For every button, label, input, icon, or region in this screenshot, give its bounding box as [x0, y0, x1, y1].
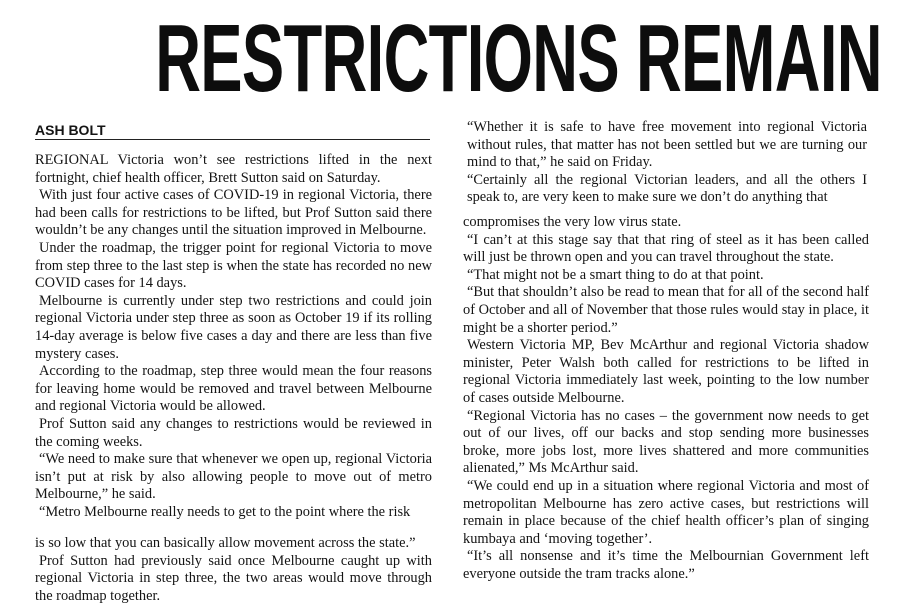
paragraph: Prof Sutton had previously said once Melbourne caught up with regional Victoria in step three, the two areas would move through the roadmap together.: [35, 552, 432, 604]
paragraph: compromises the very low virus state.: [463, 214, 682, 230]
right-column-top: [467, 119, 867, 207]
right-column-bottom: [463, 214, 869, 583]
paragraph: According to the roadmap, step three would mean the four reasons for leaving home would be removed and travel between Melbourne and regional Victoria would be allowed.: [35, 363, 432, 415]
paragraph: Prof Sutton said any changes to restrictions would be reviewed in the coming weeks.: [35, 415, 432, 450]
paragraph: Western Victoria MP, Bev McArthur and regional Victoria shadow minister, Peter Walsh both called for restrictions to be lifted in regional Victoria immediately last week, pointing to the low number of cases outside Melbourne.: [463, 337, 869, 406]
paragraph: “Metro Melbourne really needs to get to the point where the risk: [39, 503, 411, 520]
paragraph: “We could end up in a situation where regional Victoria and most of metropolitan Melbourne has zero active cases, but restrictions will remain in place because of the chief health officer’s plan of singing kumbaya and ‘moving together’.: [463, 477, 869, 547]
paragraph: “It’s all nonsense and it’s time the Melbournian Government left everyone outside the tram tracks alone.”: [463, 548, 869, 582]
paragraph: “We need to make sure that whenever we open up, regional Victoria isn’t put at risk by also allowing people to move out of metro Melbourne,” he said.: [35, 451, 432, 503]
byline: ASH BOLT: [35, 122, 430, 140]
paragraph: “But that shouldn’t also be read to mean that for all of the second half of October and all of November that those rules would stay in place, it might be a shorter period.”: [463, 284, 869, 336]
paragraph: Melbourne is currently under step two restrictions and could join regional Victoria under step three as soon as October 19 if its rolling 14-day average is below five cases a day and there are less than five mystery cases.: [35, 292, 432, 362]
paragraph: is so low that you can basically allow movement across the state.”: [35, 535, 416, 551]
paragraph: REGIONAL Victoria won’t see restrictions lifted in the next fortnight, chief health officer, Brett Sutton said on Saturday.: [35, 152, 432, 186]
paragraph: Under the roadmap, the trigger point for regional Victoria to move from step three to the last step is when the state has recorded no new COVID cases for 14 days.: [35, 239, 432, 292]
left-column-bottom: [35, 535, 432, 605]
paragraph: “Certainly all the regional Victorian leaders, and all the others I speak to, are very keen to make sure we don’t do anything that: [467, 171, 867, 206]
paragraph: “I can’t at this stage say that that ring of steel as it has been called will just be thrown open and you can travel throughout the state.: [463, 231, 869, 266]
paragraph: “Regional Victoria has no cases – the government now needs to get out of our lives, off our backs and stop sending more businesses broke, more jobs lost, more lives shattered and more communities alienated,” Ms McArthur said.: [463, 407, 869, 477]
paragraph: “That might not be a smart thing to do at that point.: [467, 266, 764, 283]
paragraph: “Whether it is safe to have free movement into regional Victoria without rules, that matter has not been settled but we are turning our mind to that,” he said on Friday.: [467, 119, 867, 171]
left-column-top: [35, 152, 432, 521]
paragraph: With just four active cases of COVID-19 in regional Victoria, there had been calls for restrictions to be lifted, but Prof Sutton said there wouldn’t be any changes until the situation improved in Melbourne.: [35, 187, 432, 239]
headline: RESTRICTIONS REMAIN: [155, 5, 882, 112]
